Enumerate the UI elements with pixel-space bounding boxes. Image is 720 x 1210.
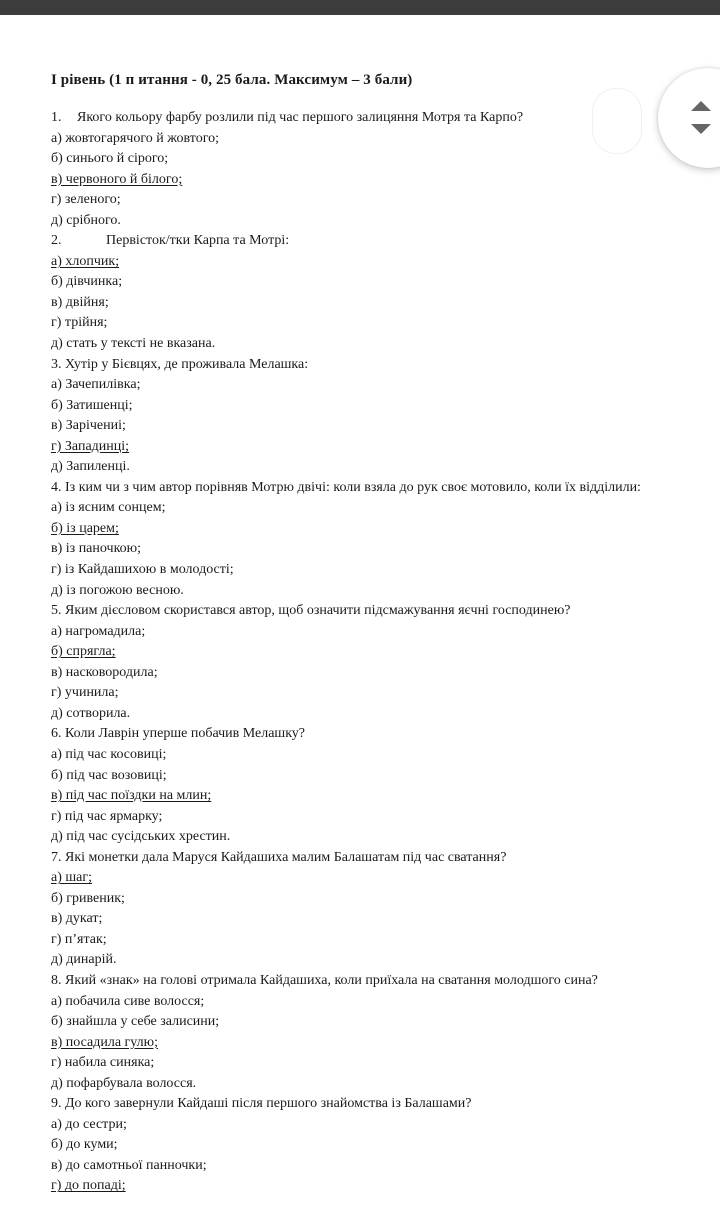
answer-option-marked: а) хлопчик; (51, 253, 120, 269)
answer-option-marked: в) посадила гулю; (51, 1034, 158, 1050)
answer-option: д) Запиленці. (51, 459, 130, 475)
answer-option: д) стать у тексті не вказана. (51, 336, 216, 352)
answer-option: б) синього й сірого; (51, 151, 169, 167)
question-4: 4. Із ким чи з чим автор порівняв Мотрю двічі: коли взяла до рук своє мотовило, коли їх відділили: (51, 479, 641, 495)
answer-option: д) срібного. (51, 212, 121, 228)
answer-option: д) сотворила. (51, 705, 131, 721)
answer-option: в) насковородила; (51, 664, 158, 680)
answer-option: б) до куми; (51, 1137, 118, 1153)
answer-option: г) трійня; (51, 315, 108, 331)
answer-option: в) до самотньої панночки; (51, 1157, 207, 1173)
document-page (51, 70, 716, 1197)
answer-option: г) під час ярмарку; (51, 808, 163, 824)
answer-option-marked: г) Западинці; (51, 438, 130, 454)
answer-option: д) під час сусідських хрестин. (51, 829, 231, 845)
answer-option: г) п’ятак; (51, 931, 107, 947)
answer-option: г) із Кайдашихою в молодості; (51, 562, 234, 578)
arrow-up-icon[interactable] (691, 101, 711, 111)
answer-option: б) гривеник; (51, 890, 125, 906)
question-6: 6. Коли Лаврін уперше побачив Мелашку? (51, 726, 306, 742)
answer-option: д) динарій. (51, 952, 117, 968)
answer-option: а) жовтогарячого й жовтого; (51, 130, 220, 146)
question-text: Якого кольору фарбу розлили під час першого залицяння Мотря та Карпо? (77, 110, 524, 125)
question-number: 2. (51, 233, 62, 249)
question-7: 7. Які монетки дала Маруся Кайдашиха малим Балашатам під час сватання? (51, 849, 507, 865)
page-title: І рівень (1 п итання - 0, 25 бала. Максимум – 3 бали) (51, 72, 413, 88)
answer-option: а) Зачепилівка; (51, 377, 141, 393)
answer-option: а) до сестри; (51, 1116, 127, 1132)
answer-option-marked: б) із царем; (51, 520, 119, 536)
answer-option: г) зеленого; (51, 192, 121, 208)
question-text: Первісток/тки Карпа та Мотрі: (106, 233, 290, 249)
answer-option: б) під час возовиці; (51, 767, 167, 783)
answer-option-marked: в) червоного й білого; (51, 171, 183, 187)
question-3: 3. Хутір у Бієвцях, де проживала Мелашка: (51, 356, 309, 372)
answer-option: в) із паночкою; (51, 541, 142, 557)
answer-option: а) нагромадила; (51, 623, 146, 639)
answer-option: д) із погожою весною. (51, 582, 184, 598)
answer-option: в) Зарічениі; (51, 418, 126, 434)
question-8: 8. Який «знак» на голові отримала Кайдашиха, коли приїхала на сватання молодшого сина? (51, 972, 598, 988)
answer-option: д) пофарбувала волосся. (51, 1075, 197, 1091)
answer-option-marked: а) шаг; (51, 870, 93, 886)
answer-option-marked: г) до попаді; (51, 1178, 126, 1194)
answer-option: б) Затишенці; (51, 397, 133, 413)
answer-option-marked: б) спрягла; (51, 644, 116, 660)
question-2 (51, 231, 716, 252)
answer-option: а) побачила сиве волосся; (51, 993, 205, 1009)
answer-option-marked: в) під час поїздки на млин; (51, 788, 212, 804)
answer-option: г) набила синяка; (51, 1055, 155, 1071)
browser-top-bar (0, 0, 720, 15)
answer-option: а) із ясним сонцем; (51, 500, 166, 516)
answer-option: а) під час косовиці; (51, 746, 167, 762)
answer-option: г) учинила; (51, 685, 119, 701)
answer-option: б) дівчинка; (51, 274, 123, 290)
arrow-down-icon[interactable] (691, 124, 711, 134)
answer-option: в) дукат; (51, 911, 103, 927)
question-5: 5. Яким дієсловом скористався автор, щоб означити підсмажування яєчні господинею? (51, 603, 571, 619)
answer-option: б) знайшла у себе залисини; (51, 1014, 220, 1030)
question-9: 9. До кого завернули Кайдаші після першого знайомства із Балашами? (51, 1096, 472, 1112)
answer-option: в) двійня; (51, 294, 109, 310)
overlay-button[interactable] (592, 88, 642, 154)
question-number: 1. (51, 110, 62, 125)
